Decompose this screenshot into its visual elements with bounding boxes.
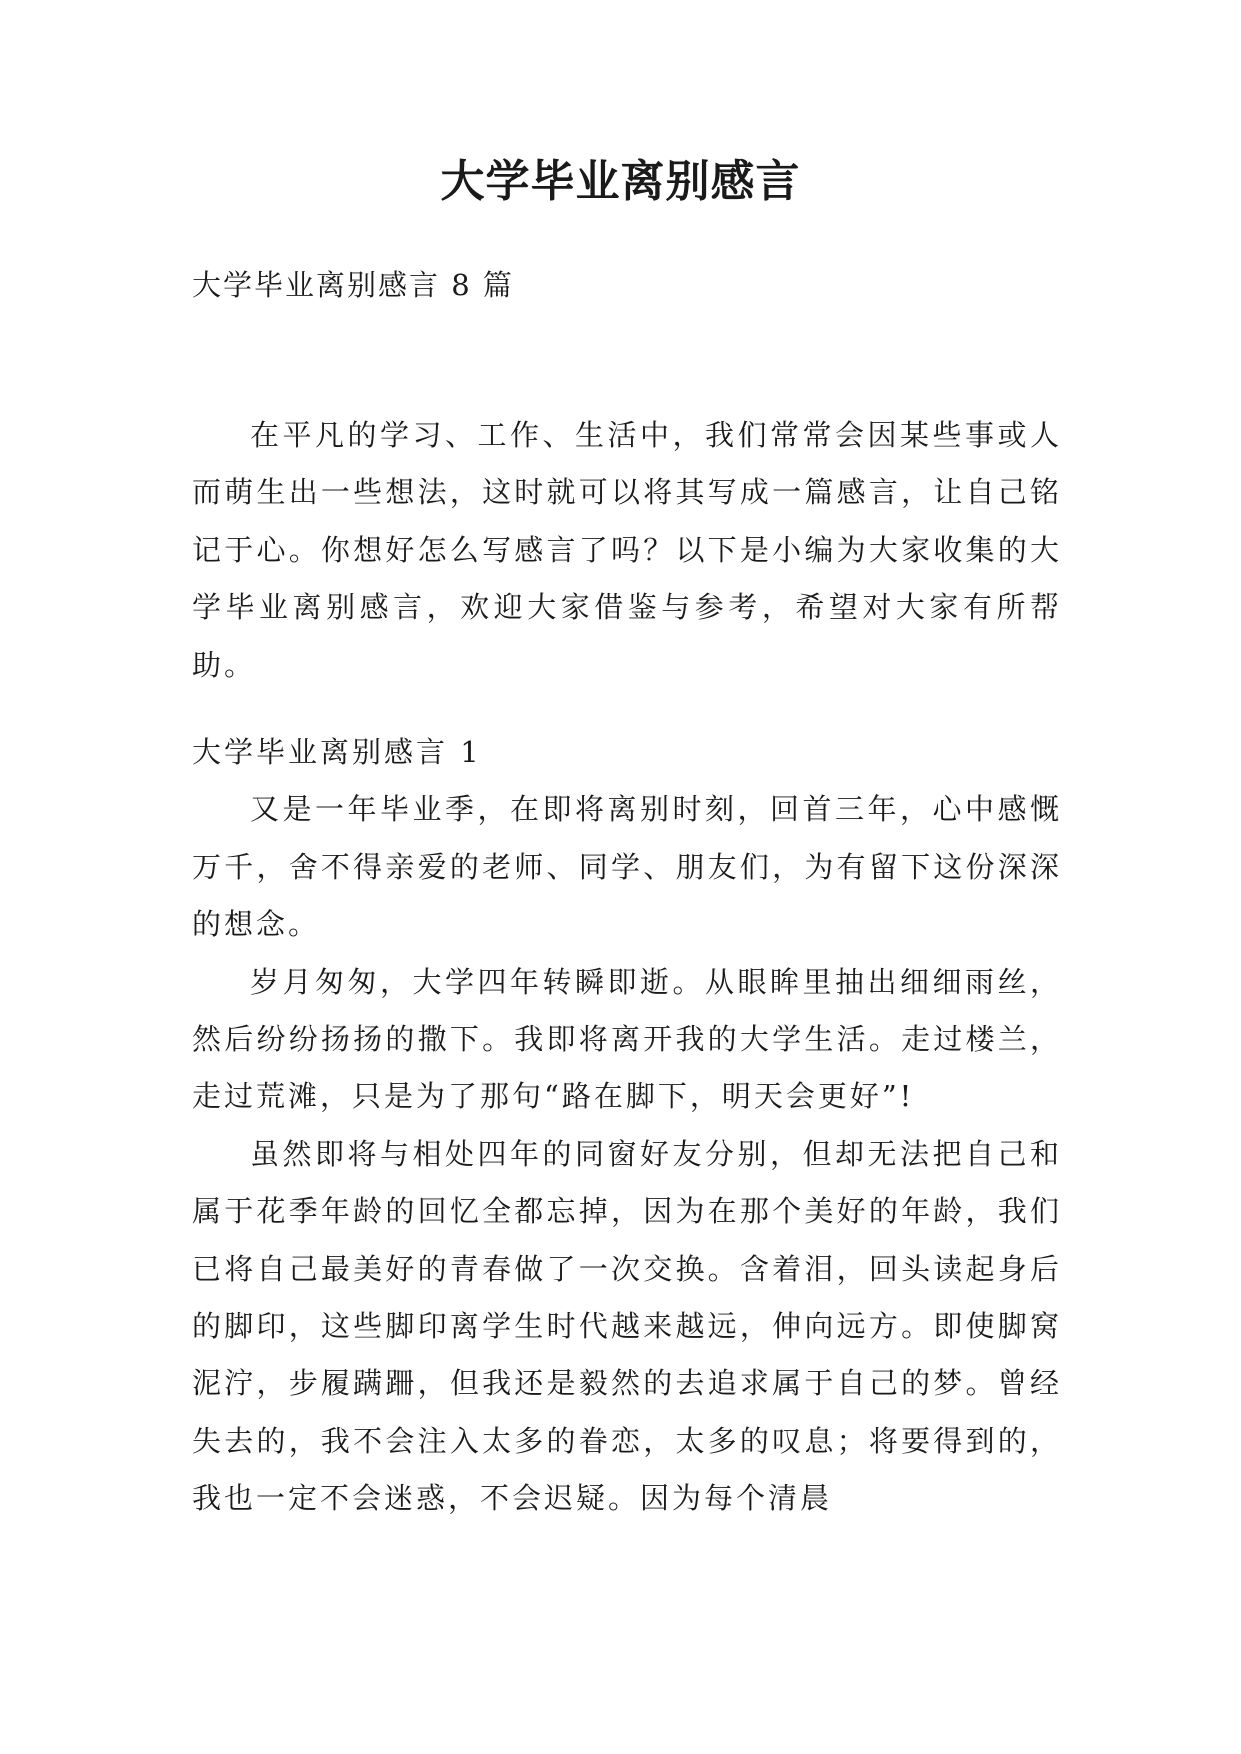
section-1-paragraph-1: 又是一年毕业季，在即将离别时刻，回首三年，心中感慨万千，舍不得亲爱的老师、同学、朋友们，为有留下这份深深的想念。 [192,792,1062,942]
section-1-heading: 大学毕业离别感言 1 [192,735,482,769]
section-1 [192,724,1062,1528]
intro-paragraph: 在平凡的学习、工作、生活中，我们常常会因某些事或人而萌生出一些想法，这时就可以将其写成一篇感言，让自己铭记于心。你想好怎么写感言了吗？以下是小编为大家收集的大学毕业离别感言，欢迎大家借鉴与参考，希望对大家有所帮助。 [192,418,1062,682]
document-title: 大学毕业离别感言 [440,156,801,207]
intro-section [192,407,1062,694]
document-subtitle: 大学毕业离别感言 8 篇 [192,268,514,302]
section-1-paragraph-2: 岁月匆匆，大学四年转瞬即逝。从眼眸里抽出细细雨丝，然后纷纷扬扬的撒下。我即将离开我的大学生活。走过楼兰，走过荒滩，只是为了那句“路在脚下，明天会更好”! [192,964,1062,1114]
section-1-paragraph-3: 虽然即将与相处四年的同窗好友分别，但却无法把自己和属于花季年龄的回忆全都忘掉，因为在那个美好的年龄，我们已将自己最美好的青春做了一次交换。含着泪，回头读起身后的脚印，这些脚印离学生时代越来越远，伸向远方。即使脚窝泥泞，步履蹒跚，但我还是毅然的去追求属于自己的梦。曾经失去的，我不会注入太多的眷恋，太多的叹息；将要得到的，我也一定不会迷惑，不会迟疑。因为每个清晨 [192,1136,1062,1516]
